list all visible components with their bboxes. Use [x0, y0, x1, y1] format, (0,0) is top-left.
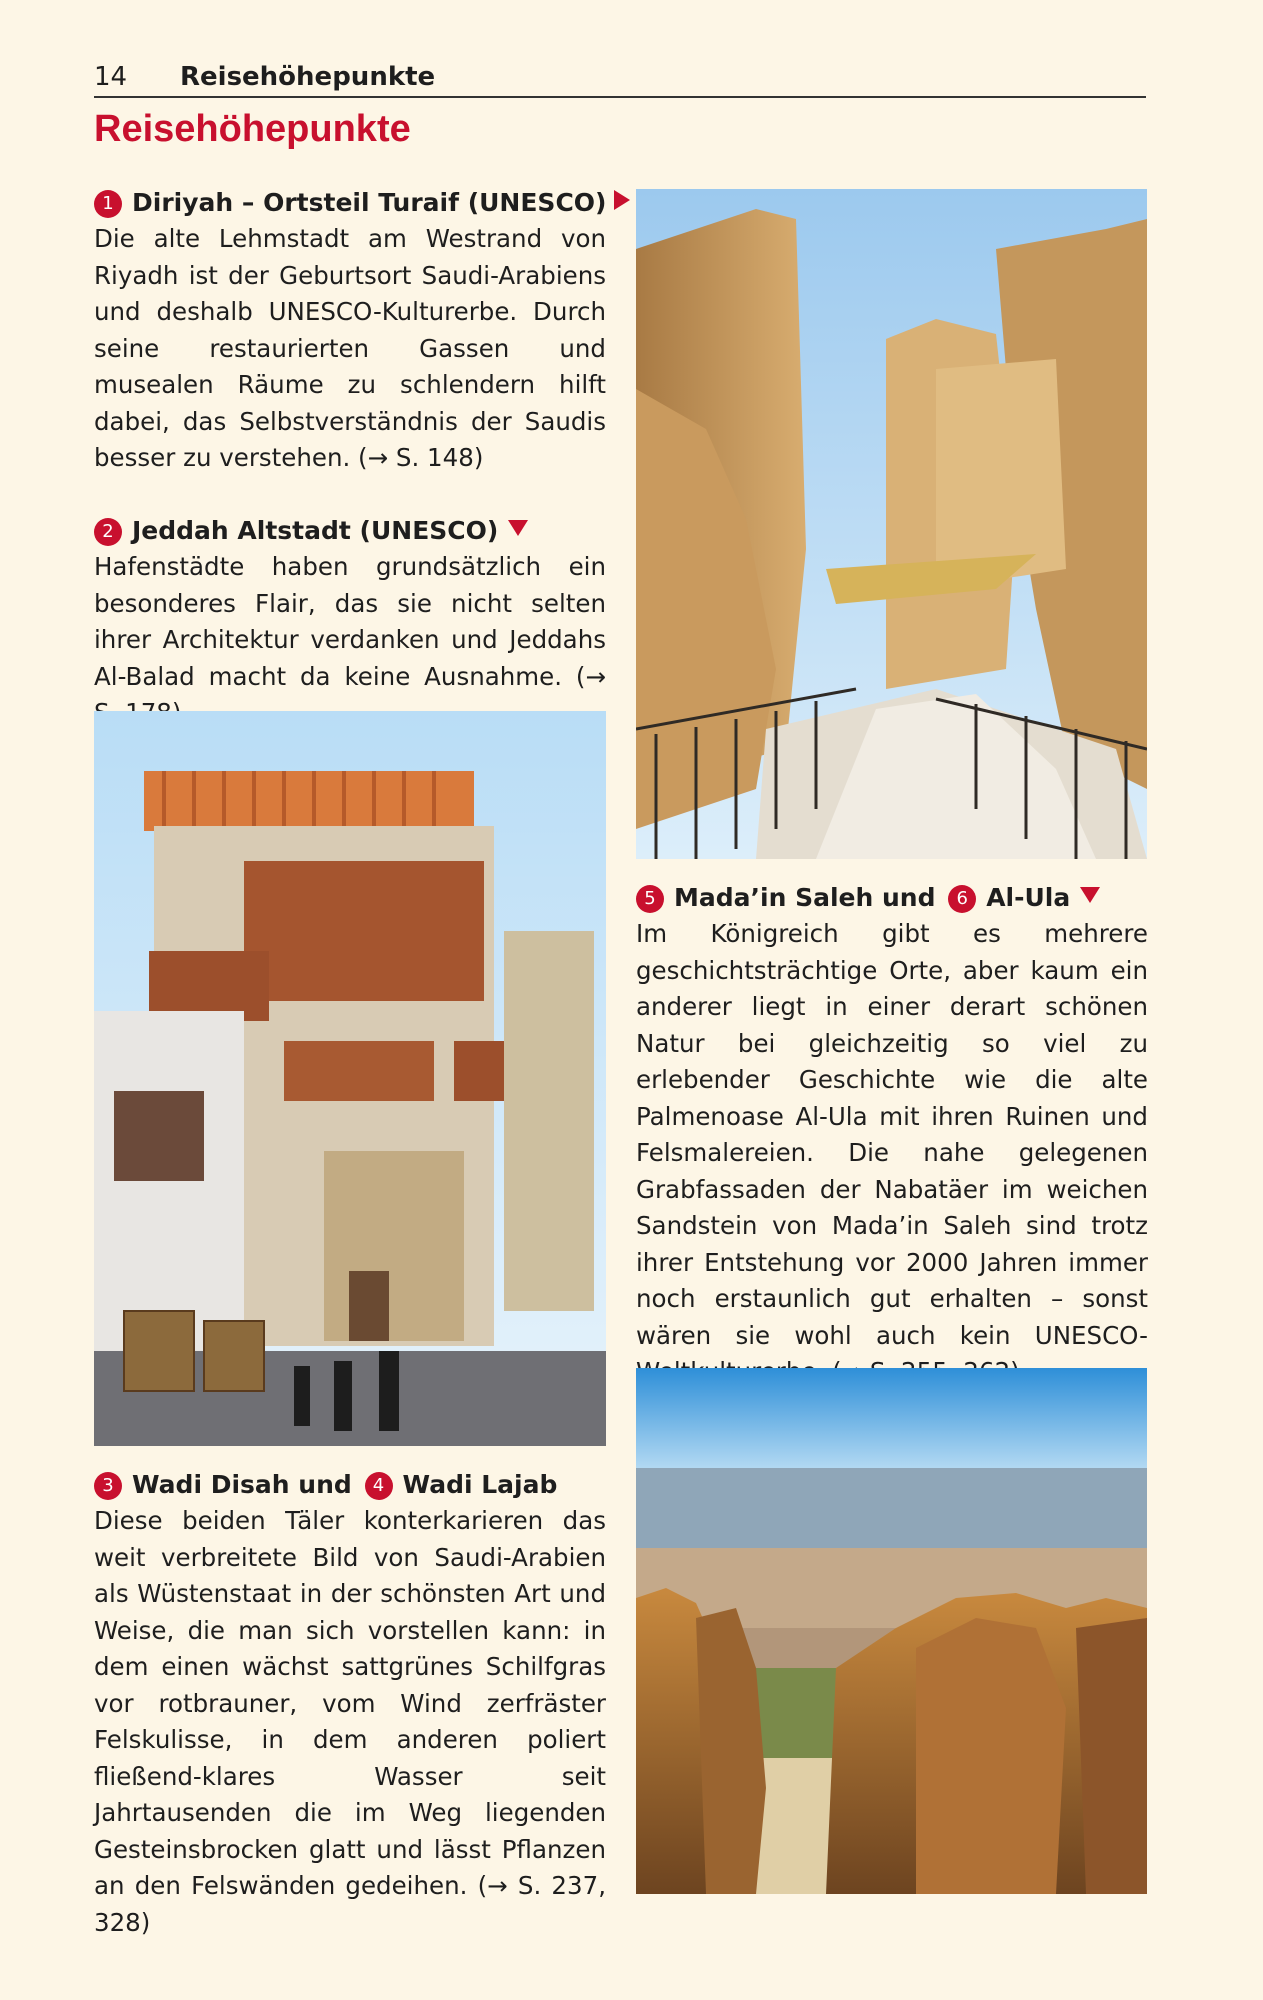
number-badge: 5 — [636, 885, 664, 913]
entry-title-text: Jeddah Altstadt (UNESCO) — [132, 516, 499, 545]
entry-text: Im Königreich gibt es mehrere geschichtsträchtige Orte, aber kaum ein anderer liegt in einer derart schönen Natur bei gleichzeitig so viel zu erlebender Geschichte wie die alte Palmenoase Al-Ula mit ihren Ruinen und Felsmalereien. Die nahe gelegenen Grabfassaden der Nabatäer im weichen Sandstein von Mada’in Saleh sind trotz ihrer Entstehung vor 2000 Jahren immer noch erstaunlich gut erhalten – sonst wären sie wohl auch kein UNESCO- — [636, 919, 1148, 1350]
arrow-down-icon — [1080, 887, 1100, 903]
entry-title — [94, 513, 606, 549]
entry-title-text-a: Mada’in Saleh und — [674, 883, 936, 912]
number-badge: 4 — [365, 1472, 393, 1500]
entry-title — [636, 880, 1148, 916]
number-badge: 3 — [94, 1472, 122, 1500]
number-badge: 1 — [94, 190, 122, 218]
entry-text: Die alte Lehmstadt am Westrand von Riyadh ist der Geburtsort Saudi-Arabiens und deshalb UNESCO-Kulturerbe. Durch seine restaurierten Gassen und musealen Räume zu schlendern hilft dabei, das Selbstverständnis der Saudis besser zu verstehen. (→ S. 148) — [94, 224, 606, 472]
photo-alula-canyon — [636, 1368, 1147, 1894]
page-number: 14 — [94, 62, 128, 92]
entry-title — [94, 1467, 606, 1503]
running-header — [94, 58, 1146, 98]
entry-diriyah — [94, 185, 606, 477]
entry-title-text-a: Wadi Disah und — [132, 1470, 352, 1499]
entry-wadi — [94, 1467, 606, 1941]
arrow-right-icon — [614, 190, 630, 210]
page-title: Reisehöhepunkte — [94, 108, 411, 150]
entry-text: Diese beiden Täler konterkarieren das weit verbreitete Bild von Saudi-Arabien als Wüstenstaat in der schönsten Art und Weise, die man sich vorstellen kann: in dem einen wächst sattgrünes Schilfgras vor rotbrauner, vom Wind zerfräster Felskulisse, in dem anderen poliert fließend-klares Wasser seit Jahrtausenden die im Weg liegenden Gesteinsbrocken glatt und lässt Pflanzen an den Felswänden gedeihen. (→ S. 237, 328) — [94, 1506, 606, 1937]
number-badge: 2 — [94, 518, 122, 546]
arrow-down-icon — [508, 520, 528, 536]
photo-jeddah-old-town — [94, 711, 606, 1446]
entry-title-text-b: Al-Ula — [986, 883, 1071, 912]
number-badge: 6 — [948, 885, 976, 913]
entry-jeddah — [94, 513, 606, 732]
running-title: Reisehöhepunkte — [180, 62, 436, 92]
entry-title-text: Diriyah – Ortsteil Turaif (UNESCO) — [132, 188, 607, 217]
entry-title — [94, 185, 606, 221]
entry-title-text-b: Wadi Lajab — [402, 1470, 558, 1499]
photo-diriyah-mud-walls — [636, 189, 1147, 859]
entry-alula — [636, 880, 1148, 1391]
entry-text: Hafenstädte haben grundsätzlich ein besonderes Flair, das sie nicht selten ihrer Architektur verdanken und Jeddahs Al-Balad macht da keine Ausnahme. (→ — [94, 552, 606, 691]
